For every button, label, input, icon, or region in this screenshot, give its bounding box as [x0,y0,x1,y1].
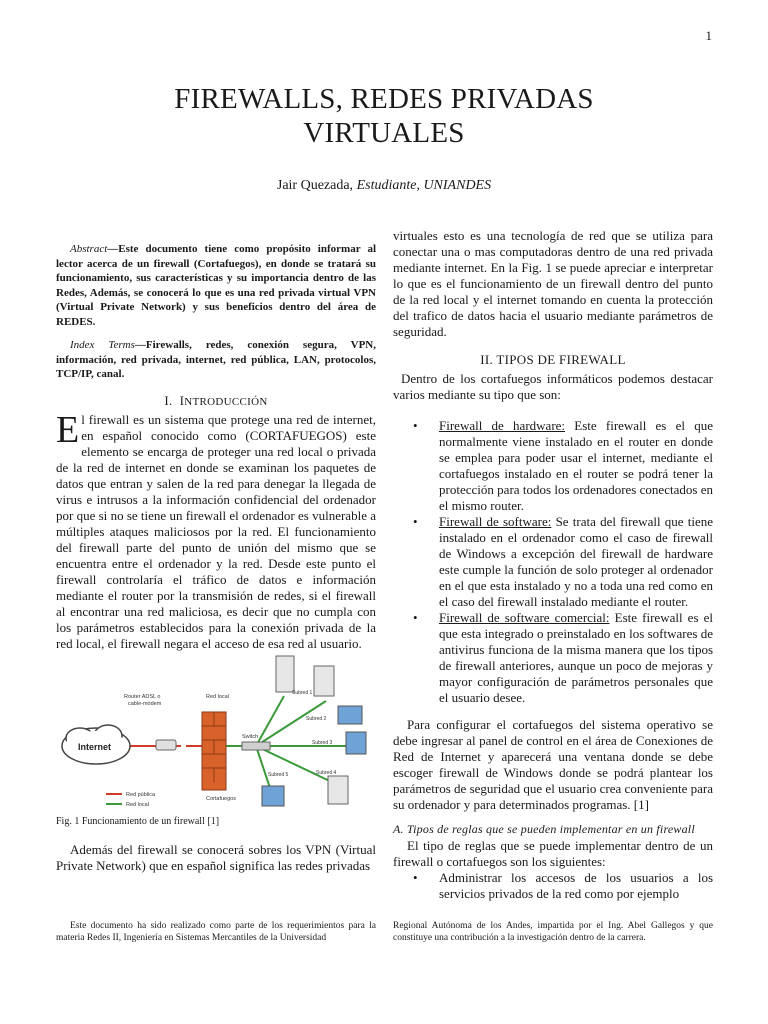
router-label-2: cable-módem [128,701,162,707]
list-item [393,870,713,902]
monitor-icon-2 [346,732,366,754]
subsection-heading: A. Tipos de reglas que se pueden implementar en un firewall [393,822,695,836]
list-item-term: Firewall de hardware: [439,418,566,433]
list-item [393,610,713,706]
subred-3-label: Subred 3 [312,740,333,746]
router-icon [156,740,176,750]
footnote-left: Este documento ha sido realizado como parte de los requerimientos para la materia Redes II, Ingeniería en Sistemas Mercantiles de la Universidad [56,921,376,943]
legend-local: Red local [126,802,149,808]
intro-paragraph [56,409,376,652]
figure-firewall-diagram [56,646,376,814]
legend-public: Red pública [126,792,156,798]
config-paragraph: Para configurar el cortafuegos del sistema operativo se debe ingresar al panel de control en el área de Conexiones de Red de Internet y aparecerá una ventana donde se debe escoger firewall de Windows donde se podrá plantear los parámetros de seguridad que el usuario crea conveniente para su ordenador y para determinados programas. [1] [393,717,713,812]
author-name: Jair Quezada, [276,178,357,193]
section-heading-tipos: II. TIPOS DE FIREWALL [480,352,626,367]
tower-icon [328,776,348,804]
red-local-label: Red local [206,694,229,700]
list-item-text: Administrar los accesos de los usuarios a los servicios privados de la red como por ejemplo [439,870,713,901]
title-line-2: VIRTUALES [303,117,465,149]
reglas-intro: El tipo de reglas que se puede implementar dentro de un firewall o cortafuegos son los siguientes: [393,838,713,869]
reglas-list [393,870,713,902]
server-icon [276,656,294,692]
internet-label: Internet [78,742,112,752]
bullet-dot: • [413,418,418,433]
author-line [60,178,708,194]
subred-5-label: Subred 5 [268,772,289,778]
abstract-text: —Este documento tiene como propósito informar al lector acerca de un firewall (Cortafuegos), en donde se tratará su funcionamiento, sus características y su importancia dentro de las Redes, Además, se conocerá lo que es una red privada virtual VPN (Virtual Private Network) y sus beneficios dentro del área de REDES. [56,243,376,328]
paper-title [60,82,708,150]
switch-label: Switch [242,734,259,740]
bullet-dot: • [413,514,418,529]
subred-2-label: Subred 2 [306,716,327,722]
bullet-dot: • [413,870,418,885]
title-line-1: FIREWALLS, REDES PRIVADAS [174,83,594,115]
server-icon-2 [314,666,334,696]
list-item-term: Firewall de software: [439,514,552,529]
subred-4-label: Subred 4 [316,770,337,776]
index-terms-lead: Index Terms [70,339,135,351]
list-item-text: Este firewall es el que esta integrado o preinstalado en los softwares de antivirus funciona de la misma manera que los tipos de firewall anteriores, aunque un poco de mejoras y mayor configuración de parámetros personales que el usuario desee. [439,610,713,705]
list-item [393,418,713,514]
firewall-brick-icon [202,712,226,790]
vpn-paragraph: virtuales esto es una tecnología de red que se utiliza para conectar una o mas computadoras dentro de una red privada mediante internet. En la Fig. 1 se puede apreciar e interpretar lo que es el funcionamiento de un firewall dentro del punto de la red local y el internet tomando en cuenta la protección del trafico de datos hacia el usuario mediante parámetros de seguridad. [393,228,713,339]
index-terms [56,338,376,382]
list-item [393,514,713,610]
footnote-right: Regional Autónoma de los Andes, impartida por el Ing. Abel Gallegos y que constituye una contribución a la investigación dentro de la carrera. [393,921,713,943]
intro-text: l firewall es un sistema que protege una red de internet, en español conocido como (CORTAFUEGOS) este elemento se encarga de proteger una red local o privada de la red de internet en donde se examinan los paquetes de datos que entran y salen de la red para denegar la llegada de virus e intrusos a la información confidencial del ordenador por que si no se tiene un firewall el ordenador es vulnerable a múltiples ataques maliciosos por la red. El funcionamiento del firewall parte del punto de unión del mismo que se encuentra entre el ordenador y la red. Desde este punto el firewall controlaría el tráfico de datos e información mediante el router por la transmisión de redes, si el firewall al encontrar una red maliciosa, es decir que no cumpla con los parámetros establecidos para la conexión privada de la red local, el firewall negara el acceso de esa red al usuario. [56,412,376,651]
monitor-icon [338,706,362,724]
tipos-intro: Dentro de los cortafuegos informáticos podemos destacar varios mediante su tipo que son: [393,371,713,402]
bullet-dot: • [413,610,418,625]
figure-caption: Fig. 1 Funcionamiento de un firewall [1] [56,816,220,827]
firewall-types-list [393,418,713,706]
section-first-letter: I [179,393,185,408]
monitor-icon-3 [262,786,284,806]
abstract [56,242,376,329]
author-affiliation: Estudiante, UNIANDES [356,178,492,193]
network-diagram [56,646,376,814]
after-figure-paragraph: Además del firewall se conocerá sobres los VPN (Virtual Private Network) que en español significa las redes privadas [56,842,376,873]
subred-1-label: Subred 1 [292,690,313,696]
router-label: Router ADSL o [124,694,161,700]
drop-cap: E [56,409,80,451]
section-heading-intro [56,393,376,410]
index-terms-text: —Firewalls, redes, conexión segura, VPN, información, red privada, internet, red pública, LAN, protocolos, TCP/IP, canal. [56,339,376,380]
abstract-lead: Abstract [70,243,108,255]
list-item-term: Firewall de software comercial: [439,610,610,625]
switch-icon [242,742,270,750]
list-item-text: Se trata del firewall que tiene instalado en el ordenador como el caso de firewall de Windows a excepción del firewall de hardware este cumple la función de solo proteger al ordenador en el que esta instalado y no a toda una red como en el caso del firewall instalado mediante el router. [439,514,714,609]
section-rest: NTRODUCCIÓN [184,396,268,408]
section-number: I. [164,393,173,408]
firewall-label: Cortafuegos [206,796,236,802]
list-item-text: Este firewall es el que normalmente viene instalado en el router en donde se emplea para poder usar el internet, mediante el cortafuegos instalado en el router se podrá tener la protección para todos los ordenadores conectados en el mismo router. [439,418,713,513]
page-number: 1 [705,28,712,43]
